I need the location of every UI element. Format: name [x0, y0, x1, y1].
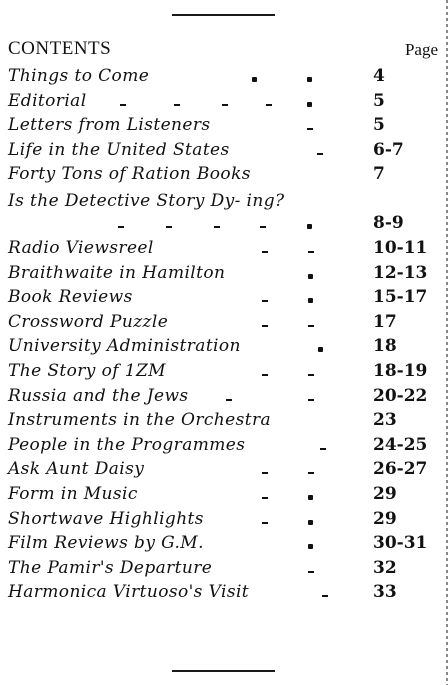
contents-entry [8, 91, 440, 116]
entry-page: 8-9 [373, 212, 404, 233]
entry-page: 32 [373, 557, 397, 578]
contents-heading: CONTENTS [8, 38, 112, 59]
entry-title: Form in Music [8, 483, 138, 504]
page-column-heading: Page [404, 40, 438, 59]
entry-title: The Pamir's Departure [8, 557, 213, 578]
entry-page: 18-19 [373, 360, 428, 381]
contents-entry [8, 189, 440, 238]
contents-entry [8, 509, 440, 534]
contents-entry [8, 558, 440, 583]
entry-title: Letters from Listeners [8, 115, 211, 136]
entry-page: 6-7 [373, 139, 404, 160]
entry-title: Shortwave Highlights [8, 508, 204, 529]
entry-title: University Administration [8, 336, 241, 357]
entry-title: Is the Detective Story Dy- ing? [8, 190, 285, 211]
contents-entry [8, 238, 440, 263]
contents-entry [8, 459, 440, 484]
contents-entry [8, 410, 440, 435]
entry-page: 5 [373, 115, 385, 136]
entry-title: Life in the United States [8, 139, 230, 160]
contents-entry [8, 386, 440, 411]
entry-page: 30-31 [373, 533, 428, 554]
entry-title: Forty Tons of Ration Books [8, 164, 251, 185]
entry-title: Instruments in the Orchestra [8, 410, 272, 431]
entry-title: Crossword Puzzle [8, 311, 169, 332]
contents-list [8, 66, 440, 607]
entry-title: Russia and the Jews [8, 385, 189, 406]
contents-entry [8, 361, 440, 386]
entry-page: 17 [373, 311, 397, 332]
entry-page: 18 [373, 336, 397, 357]
entry-page: 20-22 [373, 385, 428, 406]
contents-entry [8, 287, 440, 312]
contents-entry [8, 263, 440, 288]
entry-page: 15-17 [373, 287, 428, 308]
entry-title: Editorial [8, 90, 87, 111]
entry-title: Ask Aunt Daisy [8, 459, 145, 480]
contents-entry [8, 66, 440, 91]
entry-title: Things to Come [8, 66, 150, 86]
top-rule [172, 14, 275, 16]
leader-dots [8, 213, 353, 237]
entry-title: Radio Viewsreel [8, 237, 154, 258]
contents-entry [8, 533, 440, 558]
contents-header [8, 38, 438, 62]
contents-entry [8, 164, 440, 189]
contents-entry [8, 140, 440, 165]
contents-entry [8, 312, 440, 337]
entry-title: Harmonica Virtuoso's Visit [8, 582, 250, 603]
entry-title: People in the Programmes [8, 434, 246, 455]
entry-page: 4 [373, 66, 385, 86]
entry-page: 7 [373, 164, 385, 185]
contents-entry [8, 484, 440, 509]
entry-page: 10-11 [373, 237, 428, 258]
entry-title: Book Reviews [8, 287, 133, 308]
entry-title: Film Reviews by G.M. [8, 533, 204, 554]
entry-page: 23 [373, 410, 397, 431]
entry-page: 12-13 [373, 262, 428, 283]
entry-page: 24-25 [373, 434, 428, 455]
entry-page: 29 [373, 483, 397, 504]
entry-page: 33 [373, 582, 397, 603]
entry-page: 5 [373, 90, 385, 111]
entry-page: 29 [373, 508, 397, 529]
contents-entry [8, 435, 440, 460]
entry-page: 26-27 [373, 459, 428, 480]
contents-entry [8, 582, 440, 607]
bottom-rule [172, 670, 275, 672]
contents-entry [8, 115, 440, 140]
entry-title: The Story of 1ZM [8, 360, 166, 381]
contents-entry [8, 336, 440, 361]
entry-title: Braithwaite in Hamilton [8, 262, 226, 283]
